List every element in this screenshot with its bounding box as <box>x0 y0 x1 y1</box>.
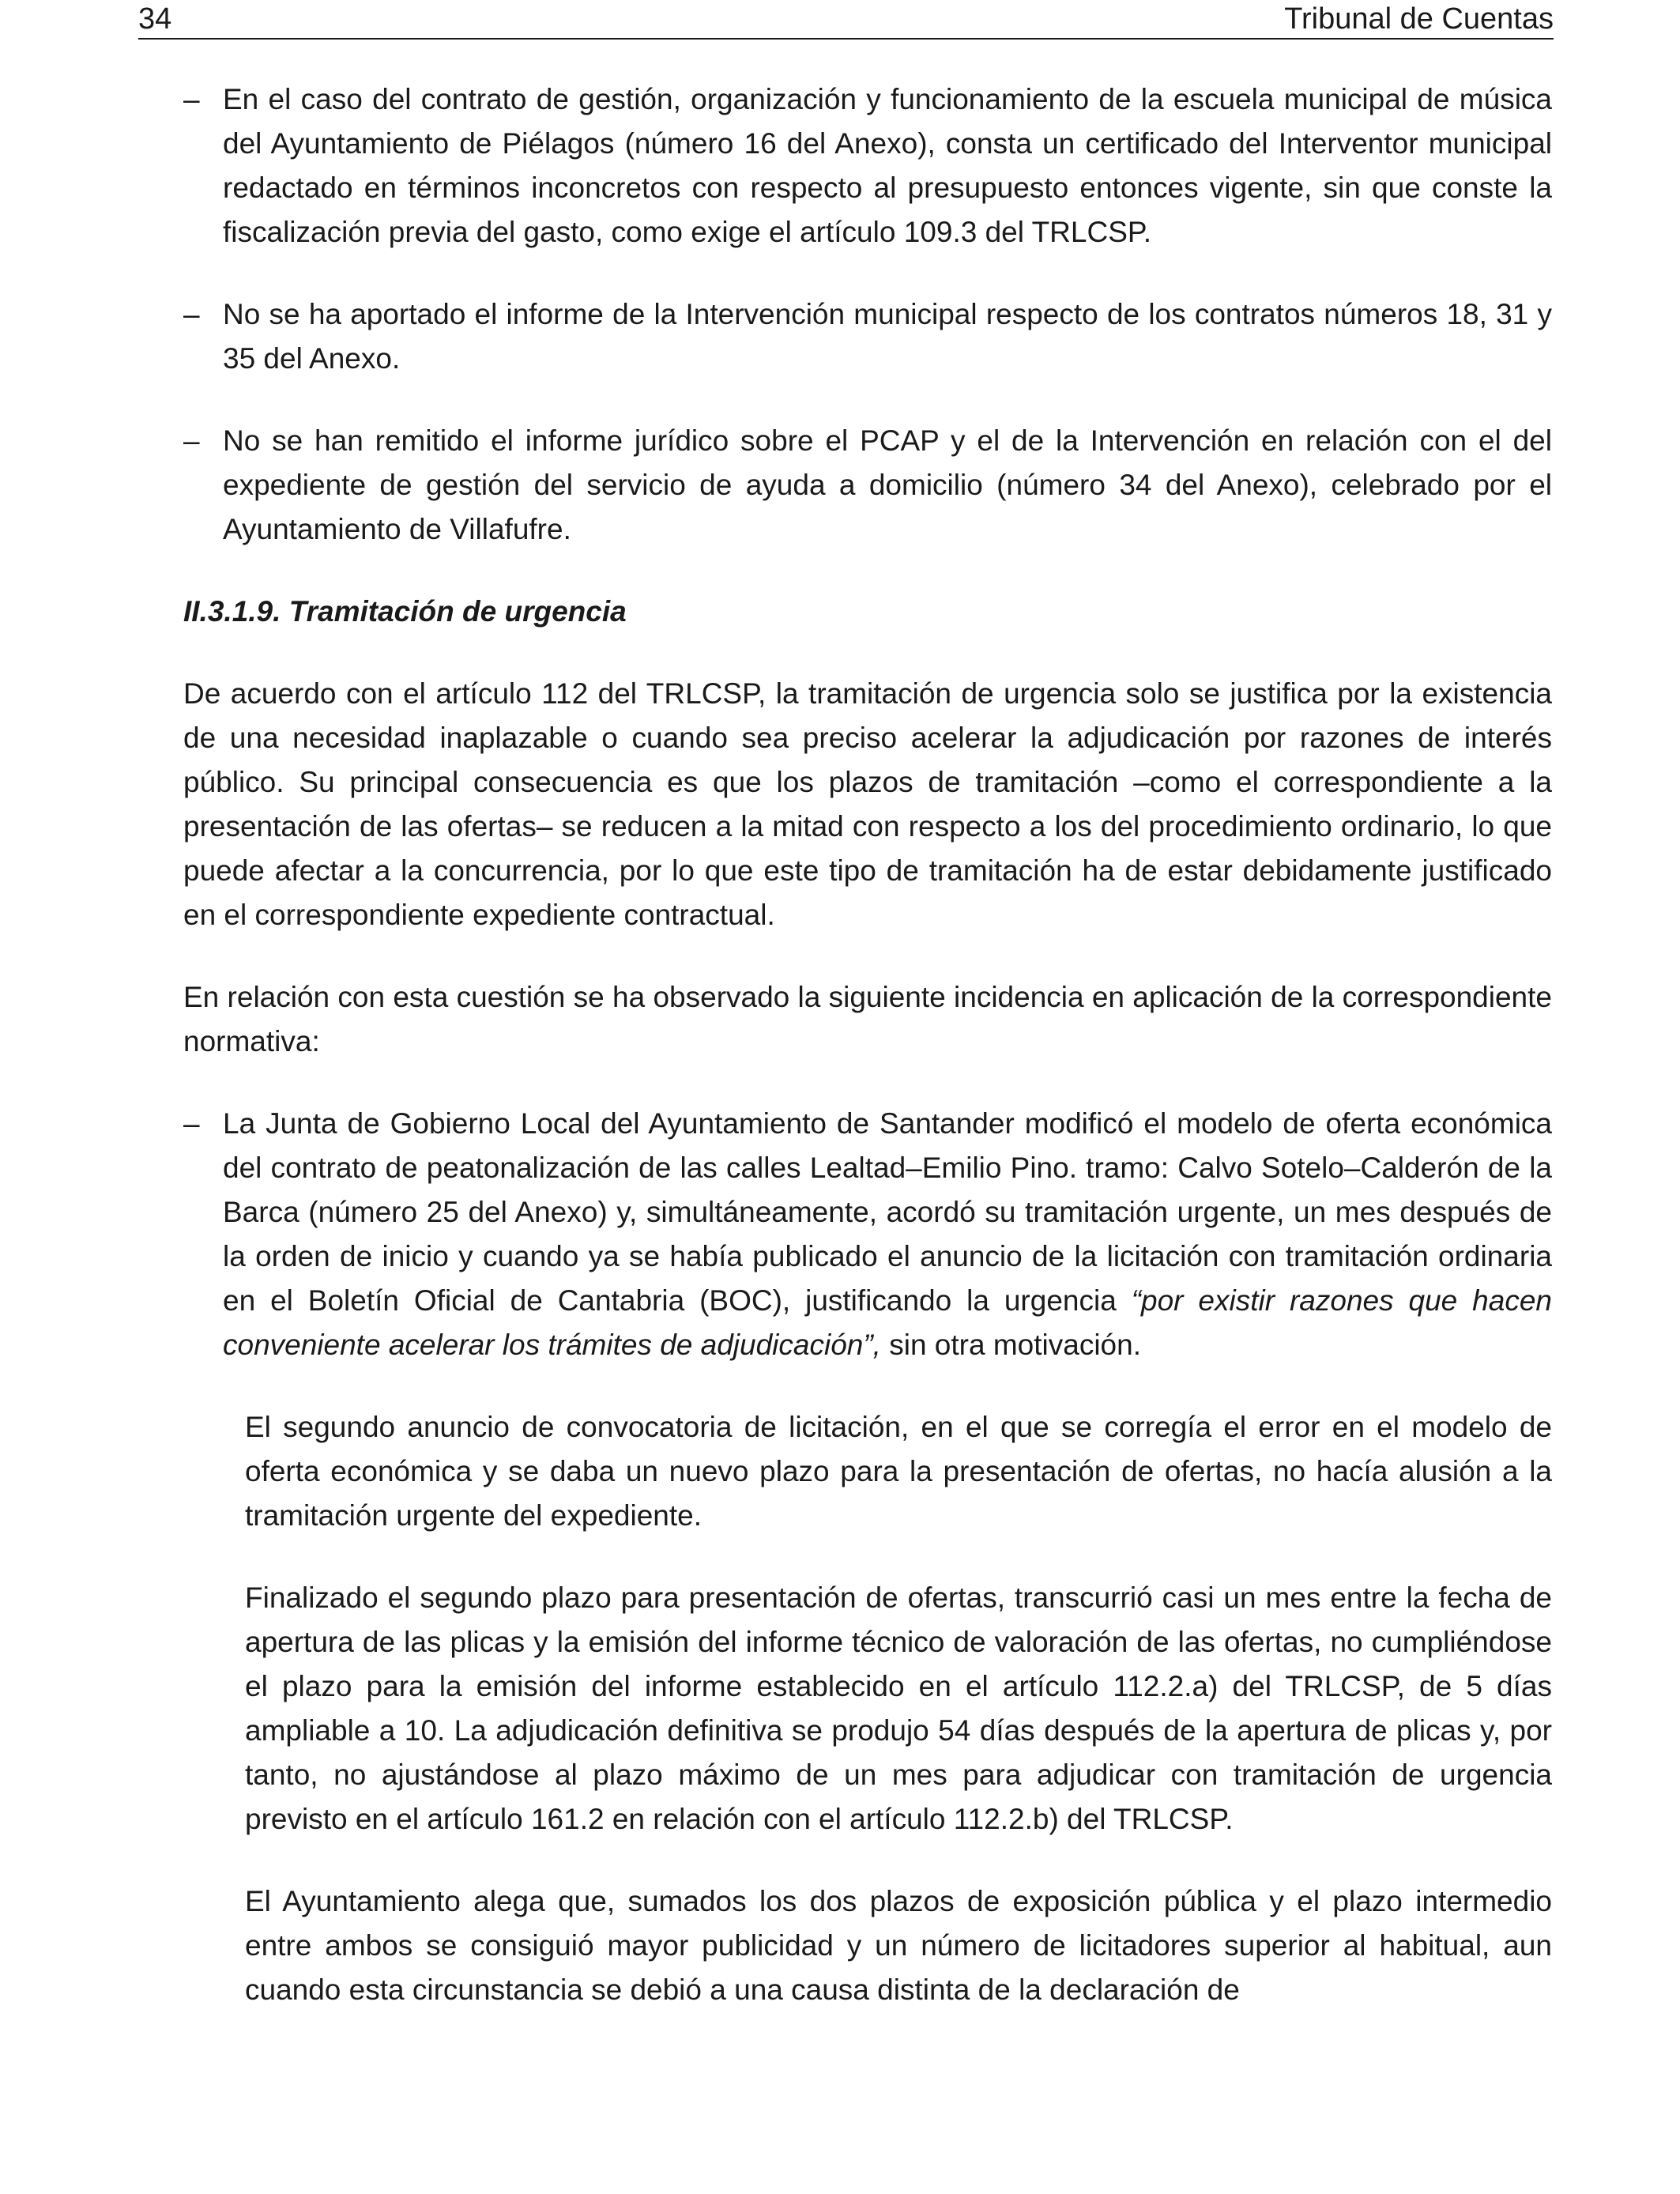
body-paragraph: De acuerdo con el artículo 112 del TRLCSP, la tramitación de urgencia solo se justifica por la existencia de una necesidad inaplazable o cuando sea preciso acelerar la adjudicación por razones de interés público. Su principal consecuencia es que los plazos de tramitación –como el correspondiente a la presentación de las ofertas– se reducen a la mitad con respecto a los del procedimiento ordinario, lo que puede afectar a la concurrencia, por lo que este tipo de tramitación ha de estar debidamente justificado en el correspondiente expediente contractual. <box>183 677 1552 931</box>
dash-bullet: – <box>183 83 200 115</box>
running-header <box>138 0 1554 40</box>
publisher-name: Tribunal de Cuentas <box>1284 2 1554 36</box>
list-item <box>183 419 1552 552</box>
page-body <box>183 77 1552 2050</box>
finding-paragraph: El segundo anuncio de convocatoria de licitación, en el que se corregía el error en el modelo de oferta económica y se daba un nuevo plazo para la presentación de ofertas, no hacía alusión a la tramitación urgente del expediente. <box>245 1411 1552 1532</box>
section-heading: II.3.1.9. Tramitación de urgencia <box>183 595 627 628</box>
list-item-text: No se han remitido el informe jurídico sobre el PCAP y el de la Intervención en relación con el del expediente de gestión del servicio de ayuda a domicilio (número 34 del Anexo), celebrado por el Ayuntamiento de Villafufre. <box>223 424 1552 545</box>
finding-text-before-quote: La Junta de Gobierno Local del Ayuntamiento de Santander modificó el modelo de oferta económica del contrato de peatonalización de las calles Lealtad–Emilio Pino. tramo: Calvo Sotelo–Calderón de la Barca (número 25 del Anexo) y, simultáneamente, acordó su tramitación urgente, un mes después de la orden de inicio y cuando ya se había publicado el anuncio de la licitación con tramitación ordinaria en el Boletín Oficial de Cantabria (BOC), justificando la urgencia <box>223 1107 1552 1317</box>
dash-bullet: – <box>183 1107 200 1140</box>
quoted-justification: “por existir razones que hacen conveniente acelerar los trámites de adjudicación”, <box>223 1284 1552 1361</box>
finding-paragraph: Finalizado el segundo plazo para presentación de ofertas, transcurrió casi un mes entre la fecha de apertura de las plicas y la emisión del informe técnico de valoración de las ofertas, no cumpliéndose el plazo para la emisión del informe establecido en el artículo 112.2.a) del TRLCSP, de 5 días ampliable a 10. La adjudicación definitiva se produjo 54 días después de la apertura de plicas y, por tanto, no ajustándose al plazo máximo de un mes para adjudicar con tramitación de urgencia previsto en el artículo 161.2 en relación con el artículo 112.2.b) del TRLCSP. <box>245 1581 1552 1835</box>
finding-list-item <box>183 1102 1552 1367</box>
finding-text-after-quote: sin otra motivación. <box>880 1329 1141 1361</box>
finding-paragraph: El Ayuntamiento alega que, sumados los dos plazos de exposición pública y el plazo intermedio entre ambos se consiguió mayor publicidad y un número de licitadores superior al habitual, aun cuando esta circunstancia se debió a una causa distinta de la declaración de <box>245 1885 1552 2006</box>
dash-bullet: – <box>183 424 200 457</box>
page-number: 34 <box>138 2 172 36</box>
list-item-text: No se ha aportado el informe de la Intervención municipal respecto de los contratos números 18, 31 y 35 del Anexo. <box>223 298 1552 375</box>
dash-bullet: – <box>183 298 200 330</box>
list-item-text: En el caso del contrato de gestión, organización y funcionamiento de la escuela municipal de música del Ayuntamiento de Piélagos (número 16 del Anexo), consta un certificado del Interventor municipal redactado en términos inconcretos con respecto al presupuesto entonces vigente, sin que conste la fiscalización previa del gasto, como exige el artículo 109.3 del TRLCSP. <box>223 83 1552 248</box>
list-item <box>183 77 1552 254</box>
finding-text <box>223 1102 1552 1367</box>
list-item <box>183 292 1552 381</box>
body-paragraph: En relación con esta cuestión se ha observado la siguiente incidencia en aplicación de la correspondiente normativa: <box>183 981 1552 1057</box>
